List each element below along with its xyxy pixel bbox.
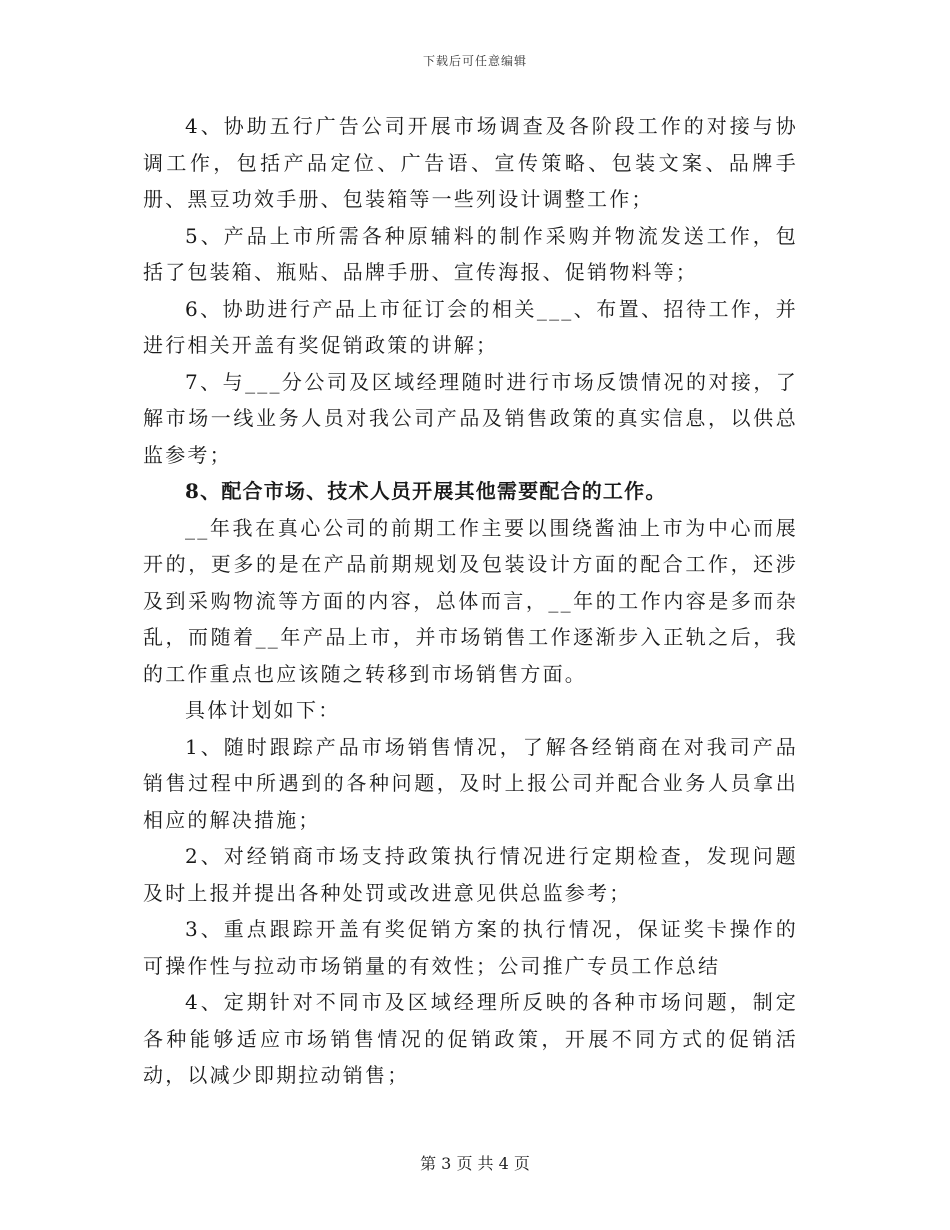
paragraph-item-4: 4、协助五行广告公司开展市场调查及各阶段工作的对接与协调工作，包括产品定位、广告语、宣传策略、包装文案、品牌手册、黑豆功效手册、包装箱等一些列设计调整工作； xyxy=(143,114,798,211)
paragraph-plan-1: 1、随时跟踪产品市场销售情况，了解各经销商在对我司产品销售过程中所遇到的各种问题，及时上报公司并配合业务人员拿出相应的解决措施； xyxy=(143,734,798,832)
paragraph-item-8-bold: 8、配合市场、技术人员开展其他需要配合的工作。 xyxy=(185,479,667,503)
page-number-footer: 第 3 页 共 4 页 xyxy=(420,1154,530,1173)
paragraph-summary: __年我在真心公司的前期工作主要以围绕酱油上市为中心而展开的，更多的是在产品前期规划及包装设计方面的配合工作，还涉及到采购物流等方面的内容，总体而言，__年的工作内容是多而杂乱，而随着__年产品上市，并市场销售工作逐渐步入正轨之后，我的工作重点也应该随之转移到市场销售方面。 xyxy=(143,515,798,686)
document-body xyxy=(143,108,798,1094)
paragraph-item-7: 7、与___分公司及区域经理随时进行市场反馈情况的对接，了解市场一线业务人员对我公司产品及销售政策的真实信息，以供总监参考； xyxy=(143,369,798,467)
page-header: 下载后可任意编辑 xyxy=(422,54,527,68)
paragraph-item-5: 5、产品上市所需各种原辅料的制作采购并物流发送工作，包括了包装箱、瓶贴、品牌手册、宣传海报、促销物料等； xyxy=(143,223,798,284)
paragraph-item-6: 6、协助进行产品上市征订会的相关___、布置、招待工作，并进行相关开盖有奖促销政策的讲解； xyxy=(143,296,798,357)
paragraph-plan-intro: 具体计划如下： xyxy=(185,698,341,722)
paragraph-plan-2: 2、对经销商市场支持政策执行情况进行定期检查，发现问题及时上报并提出各种处罚或改进意见供总监参考； xyxy=(143,844,798,905)
paragraph-plan-3: 3、重点跟踪开盖有奖促销方案的执行情况，保证奖卡操作的可操作性与拉动市场销量的有效性；公司推广专员工作总结 xyxy=(143,917,798,978)
paragraph-plan-4: 4、定期针对不同市及区域经理所反映的各种市场问题，制定各种能够适应市场销售情况的促销政策，开展不同方式的促销活动，以减少即期拉动销售； xyxy=(143,990,798,1087)
